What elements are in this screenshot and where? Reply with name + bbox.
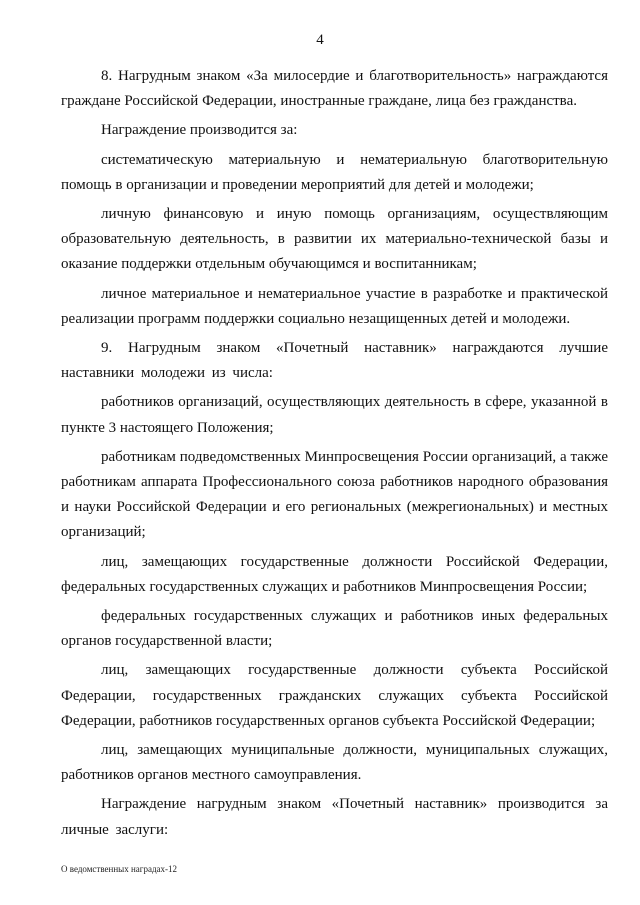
paragraph-subordinate-organizations: работникам подведомственных Минпросвещения России организаций, а также работникам аппарата Профессионального союза работников народного образования и науки Российской Федерации и его региональных (межрегиональных) и местных организаций;	[61, 448, 608, 541]
paragraph-8-intro: 8. Нагрудным знаком «За милосердие и благотворительность» награждаются граждане Российской Федерации, иностранные граждане, лица без гражданства.	[61, 68, 608, 110]
footer-document-code: О ведомственных наградах-12	[61, 864, 178, 874]
paragraph-mentor-award-basis: Награждение нагрудным знаком «Почетный наставник» производится за личные заслуги:	[61, 796, 608, 838]
paragraph-personal-help: личную финансовую и иную помощь организациям, осуществляющим образовательную деятельность, в развитии их материально-технической базы и оказание поддержки отдельным обучающимся и воспитанникам;	[61, 206, 608, 273]
paragraph-federal-positions: лиц, замещающих государственные должности Российской Федерации, федеральных государственных служащих и работников Минпросвещения России;	[61, 553, 608, 595]
paragraph-personal-participation: личное материальное и нематериальное участие в разработке и практической реализации программ поддержки социально незащищенных детей и молодежи.	[61, 285, 608, 327]
paragraph-municipal-positions: лиц, замещающих муниципальные должности, муниципальных служащих, работников органов местного самоуправления.	[61, 742, 608, 784]
document-body	[61, 64, 608, 843]
page-number: 4	[316, 32, 324, 48]
paragraph-systematic-help: систематическую материальную и нематериальную благотворительную помощь в организации и проведении мероприятий для детей и молодежи;	[61, 151, 608, 193]
paragraph-federal-servants: федеральных государственных служащих и работников иных федеральных органов государственной власти;	[61, 608, 608, 650]
paragraph-workers-organizations: работников организаций, осуществляющих деятельность в сфере, указанной в пункте 3 настоящего Положения;	[61, 394, 608, 436]
paragraph-9-intro: 9. Нагрудным знаком «Почетный наставник» награждаются лучшие наставники молодежи из числа:	[61, 340, 608, 382]
paragraph-regional-positions: лиц, замещающих государственные должности субъекта Российской Федерации, государственных гражданских служащих субъекта Российской Федерации, работников государственных органов субъекта Российской Федерации;	[61, 662, 608, 729]
paragraph-award-basis-heading: Награждение производится за:	[101, 122, 298, 139]
